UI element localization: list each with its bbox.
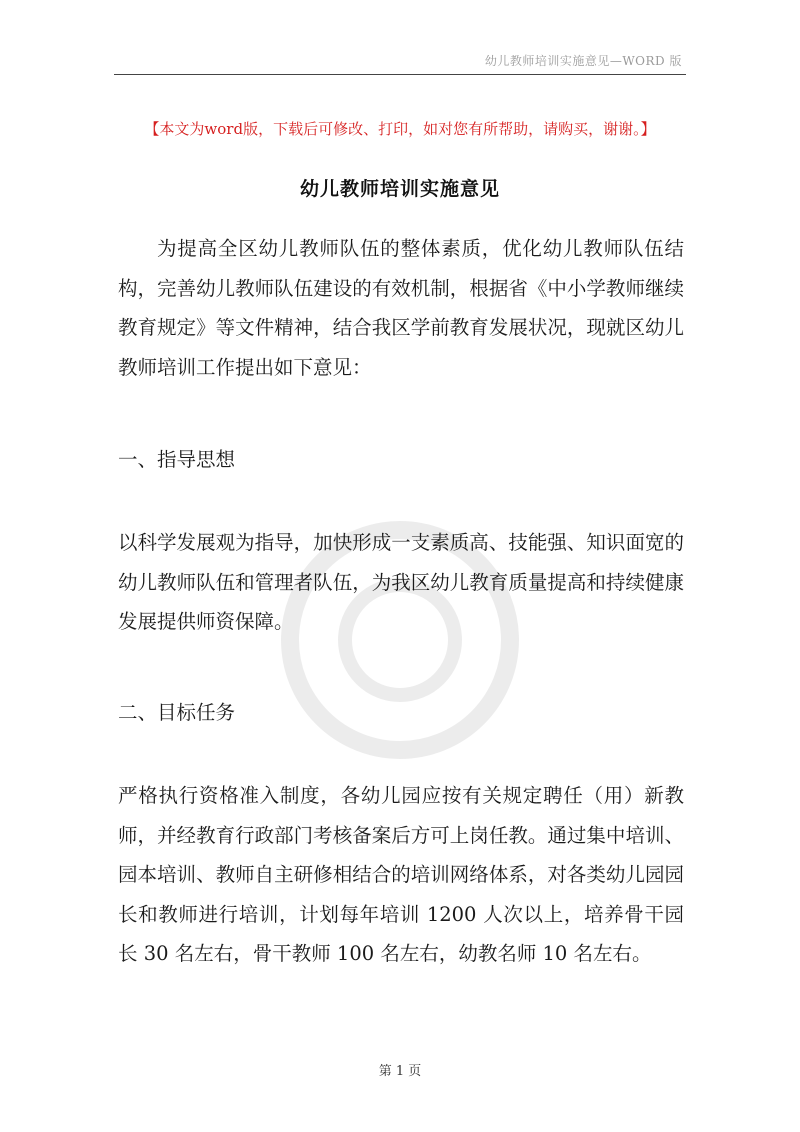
section-heading-guiding-ideology: 一、指导思想 [118,448,236,471]
section-body-guiding-ideology: 以科学发展观为指导，加快形成一支素质高、技能强、知识面宽的幼儿教师队伍和管理者队伍，为我区幼儿教育质量提高和持续健康发展提供师资保障。 [118,531,684,633]
running-header: 幼儿教师培训实施意见—WORD 版 [484,54,682,68]
document-title: 幼儿教师培训实施意见 [299,178,500,200]
page-number: 第 1 页 [378,1064,422,1079]
section-body-goals-tasks: 严格执行资格准入制度，各幼儿园应按有关规定聘任（用）新教师，并经教育行政部门考核备案后方可上岗任教。通过集中培训、园本培训、教师自主研修相结合的培训网络体系，对各类幼儿园园长和教师进行培训，计划每年培训 1200 人次以上，培养骨干园长 30 名左右，骨干教师 100 名左右，幼教名师 10 名左右。 [118,784,684,965]
intro-paragraph: 为提高全区幼儿教师队伍的整体素质，优化幼儿教师队伍结构，完善幼儿教师队伍建设的有效机制，根据省《中小学教师继续教育规定》等文件精神，结合我区学前教育发展状况，现就区幼儿教师培训工作提出如下意见： [118,237,684,379]
purchase-notice: 【本文为word版，下载后可修改、打印，如对您有所帮助，请购买，谢谢。】 [144,120,656,138]
section-heading-goals-tasks: 二、目标任务 [118,701,236,724]
header-divider [114,74,686,75]
